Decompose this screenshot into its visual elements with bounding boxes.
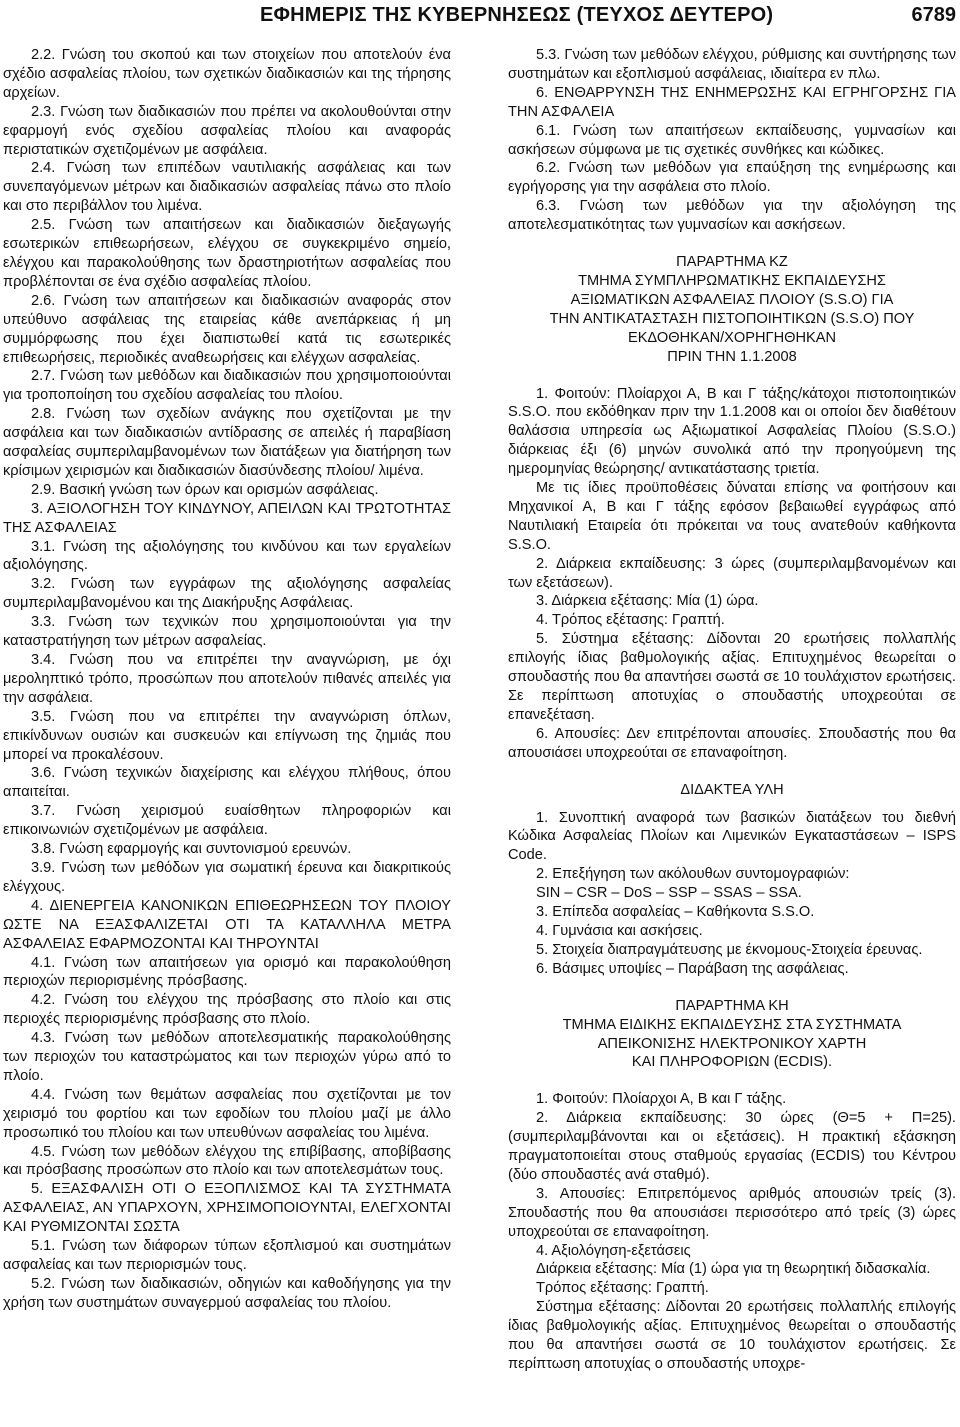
paragraph: 5.1. Γνώση των διάφορων τύπων εξοπλισμού και συστημάτων ασφαλείας και των περιορισμών τους. — [3, 1238, 451, 1273]
paragraph: 3.4. Γνώση που να επιτρέπει την αναγνώριση, με όχι μεροληπτικό τρόπο, προσώπων που αποτελούν πιθανές απειλές για την ασφάλεια. — [3, 652, 451, 706]
paragraph: 3.8. Γνώση εφαρμογής και συντονισμού ερευνών. — [31, 841, 352, 858]
paragraph: 2.8. Γνώση των σχεδίων ανάγκης που σχετίζονται με την ασφάλεια και των διαδικασιών αντίδρασης σε απειλές ή παραβίαση ασφαλείας συμπεριλαμβανομένων των διατάξεων για διατήρηση των κρίσιμων χειρισμών και διαδικασιών διασύνδεσης πλοίου/ λιμένα. — [3, 406, 451, 479]
section-heading: 4. ΔΙΕΝΕΡΓΕΙΑ ΚΑΝΟΝΙΚΩΝ ΕΠΙΘΕΩΡΗΣΕΩΝ ΤΟΥ ΠΛΟΙΟΥ ΩΣΤΕ ΝΑ ΕΞΑΣΦΑΛΙΖΕΤΑΙ ΟΤΙ ΤΑ ΚΑΤΑΛΛΗΛΑ ΜΕΤΡΑ ΑΣΦΑΛΕΙΑΣ ΕΦΑΡΜΟΖΟΝΤΑΙ ΚΑΙ ΤΗΡΟΥΝΤΑΙ — [3, 897, 451, 952]
paragraph: 3.9. Γνώση των μεθόδων για σωματική έρευνα και διακριτικούς ελέγχους. — [3, 859, 451, 895]
list-item: 2. Επεξήγηση των ακόλουθων συντομογραφιών: — [536, 866, 850, 883]
paragraph: 5.3. Γνώση των μεθόδων ελέγχου, ρύθμισης και συντήρησης των συστημάτων και εξοπλισμού ασφάλειας, ιδιαίτερα εν πλω. — [508, 47, 956, 82]
paragraph: 3.1. Γνώση της αξιολόγησης του κινδύνου και των εργαλείων αξιολόγησης. — [3, 538, 451, 574]
list-item: 6. Βάσιμες υποψίες – Παράβαση της ασφάλειας. — [536, 960, 849, 977]
didactic-title: ΔΙΔΑΚΤΕΑ ΥΛΗ — [680, 781, 784, 798]
paragraph: 3. Απουσίες: Επιτρεπόμενος αριθμός απουσιών τρείς (3). Σπουδαστής που θα απουσιάσει περισσότερο από τρείς (3) ώρες υποχρεούται σε επαναφοίτηση. — [508, 1185, 956, 1240]
paragraph: 6. Απουσίες: Δεν επιτρέπονται απουσίες. Σπουδαστής που θα απουσιάσει υποχρεούται σε επαναφοίτηση. — [508, 725, 956, 761]
list-item: SIN – CSR – DoS – SSP – SSAS – SSA. — [536, 885, 802, 902]
paragraph: 4.3. Γνώση των μεθόδων αποτελεσματικής παρακολούθησης των περιοχών του καταστρώματος και των περιοχών γύρω από το πλοίο. — [3, 1030, 451, 1084]
paragraph: 4. Αξιολόγηση-εξετάσεις — [536, 1242, 691, 1259]
paragraph: 1. Φοιτούν: Πλοίαρχοι Α, Β και Γ τάξης. — [536, 1091, 787, 1108]
annex-title-line: ΑΞΙΩΜΑΤΙΚΩΝ ΑΣΦΑΛΕΙΑΣ ΠΛΟΙΟΥ (S.S.O) ΓΙΑ — [570, 291, 894, 308]
gazette-title: ΕΦΗΜΕΡΙΣ ΤΗΣ ΚΥΒΕΡΝΗΣΕΩΣ (ΤΕΥΧΟΣ ΔΕΥΤΕΡΟ) — [260, 4, 774, 26]
right-column — [508, 46, 956, 1374]
list-item: 3. Επίπεδα ασφαλείας – Καθήκοντα S.S.O. — [536, 904, 815, 921]
paragraph: 5. Σύστημα εξέτασης: Δίδονται 20 ερωτήσεις πολλαπλής επιλογής ίδιας βαθμολογικής αξίας. Επιτυχημένος θεωρείται ο σπουδαστής που θα απαντήσει σωστά σε 10 τουλάχιστον ερωτήσεις. Σε περίπτωση αποτυχίας ο σπουδαστής υποχρεούται σε επανεξέταση. — [508, 631, 956, 723]
paragraph: Σύστημα εξέτασης: Δίδονται 20 ερωτήσεις πολλαπλής επιλογής ίδιας βαθμολογικής αξίας. Επιτυχημένος θεωρείται ο σπουδαστής που θα απαντήσει σωστά σε 10 τουλάχιστον ερωτήσεις. Σε περίπτωση αποτυχίας ο σπουδαστής υποχρε- — [508, 1299, 956, 1372]
annex-title-line: ΑΠΕΙΚΟΝΙΣΗΣ ΗΛΕΚΤΡΟΝΙΚΟΥ ΧΑΡΤΗ — [597, 1035, 867, 1052]
paragraph: 3. Διάρκεια εξέτασης: Μία (1) ώρα. — [536, 593, 759, 610]
list-item: 1. Συνοπτική αναφορά των βασικών διατάξεων του διεθνή Κώδικα Ασφαλείας Πλοίων και Λιμενικών Εγκαταστάσεων – ISPS Code. — [508, 809, 956, 864]
section-heading: 6. ΕΝΘΑΡΡΥΝΣΗ ΤΗΣ ΕΝΗΜΕΡΩΣΗΣ ΚΑΙ ΕΓΡΗΓΟΡΣΗΣ ΓΙΑ ΤΗΝ ΑΣΦΑΛΕΙΑ — [508, 84, 956, 120]
paragraph: Διάρκεια εξέτασης: Μία (1) ώρα για τη θεωρητική διδασκαλία. — [536, 1261, 931, 1278]
annex-title-line: ΚΑΙ ΠΛΗΡΟΦΟΡΙΩΝ (ECDIS). — [631, 1054, 833, 1071]
paragraph: 3.6. Γνώση τεχνικών διαχείρισης και ελέγχου πλήθους, όπου απαιτείται. — [3, 765, 451, 801]
annex-title-line: ΠΑΡΑΡΤΗΜΑ ΚΖ — [676, 254, 788, 271]
paragraph: 2. Διάρκεια εκπαίδευσης: 3 ώρες (συμπεριλαμβανομένων και των εξετάσεων). — [508, 555, 956, 591]
paragraph: 2.2. Γνώση του σκοπού και των στοιχείων που αποτελούν ένα σχέδιο ασφαλείας πλοίου, των σχετικών διαδικασιών και της τήρησης αρχείων. — [3, 47, 451, 101]
annex-kz-title — [508, 253, 956, 366]
paragraph: 4.1. Γνώση των απαιτήσεων για ορισμό και παρακολούθηση περιοχών περιορισμένης πρόσβασης. — [3, 954, 451, 990]
paragraph: 2. Διάρκεια εκπαίδευσης: 30 ώρες (Θ=5 + Π=25). (συμπεριλαμβάνονται και οι εξετάσεις). Η πρακτική εξάσκηση πραγματοποιείται στους σταθμούς εργασίας (ECDIS) του Κέντρου (δύο σπουδαστές ανά σταθμό). — [508, 1110, 956, 1183]
paragraph: 2.3. Γνώση των διαδικασιών που πρέπει να ακολουθούνται στην εφαρμογή ενός σχεδίου ασφαλείας πλοίου και αναφοράς περιστατικών σχετιζομένων με ασφάλεια. — [3, 103, 451, 158]
paragraph: 2.5. Γνώση των απαιτήσεων και διαδικασιών διεξαγωγής εσωτερικών επιθεωρήσεων, ελέγχου σε συγκεκριμένο σημείο, ελέγχου και παρακολούθησης των δραστηριοτήτων ασφαλείας που προβλέπονται σε ένα σχέδιο ασφαλείας πλοίου. — [3, 217, 451, 290]
paragraph: 4.2. Γνώση του ελέγχου της πρόσβασης στο πλοίο και στις περιοχές περιορισμένης πρόσβασης στο πλοίο. — [3, 992, 451, 1028]
paragraph: 4.4. Γνώση των θεμάτων ασφαλείας που σχετίζονται με τον χειρισμό του φορτίου και των εφοδίων του πλοίου μαζί με άλλο προσωπικό του πλοίου και των υπευθύνων ασφαλείας του λιμένα. — [3, 1086, 451, 1141]
paragraph: 2.6. Γνώση των απαιτήσεων και διαδικασιών αναφοράς στον υπεύθυνο ασφάλειας της εταιρείας κάθε ανεπάρκειας ή μη συμμόρφωσης που έχει διαπιστωθεί κατά τις εσωτερικές επιθεωρήσεις, περιοδικές αναθεωρήσεις και ελέγχων ασφαλείας. — [3, 292, 451, 366]
annex-title-line: ΕΚΔΟΘΗΚΑΝ/ΧΟΡΗΓΗΘΗΚΑΝ — [627, 329, 837, 346]
paragraph: 3.7. Γνώση χειρισμού ευαίσθητων πληροφοριών και επικοινωνιών σχετιζομένων με ασφάλεια. — [3, 803, 451, 839]
paragraph: 2.9. Βασική γνώση των όρων και ορισμών ασφάλειας. — [31, 481, 379, 498]
section-heading: 3. ΑΞΙΟΛΟΓΗΣΗ ΤΟΥ ΚΙΝΔΥΝΟΥ, ΑΠΕΙΛΩΝ ΚΑΙ ΤΡΩΤΟΤΗΤΑΣ ΤΗΣ ΑΣΦΑΛΕΙΑΣ — [3, 500, 451, 536]
paragraph: Με τις ίδιες προϋποθέσεις δύναται επίσης να φοιτήσουν και Μηχανικοί Α, Β και Γ τάξης εφόσον βεβαιωθεί εγγράφως από Ναυτιλιακή Εταιρεία ότι πρόκειται να τους ανατεθούν καθήκοντα S.S.O. — [508, 480, 956, 553]
list-item: 4. Γυμνάσια και ασκήσεις. — [536, 922, 703, 939]
list-item: 5. Στοιχεία διαπραγμάτευσης με έκνομους-Στοιχεία έρευνας. — [536, 941, 923, 958]
left-column — [3, 46, 451, 1313]
annex-kh-title — [508, 997, 956, 1073]
paragraph: 2.7. Γνώση των μεθόδων και διαδικασιών που χρησιμοποιούνται για τροποποίηση του σχεδίου ασφαλείας του πλοίου. — [3, 368, 451, 404]
paragraph: 3.2. Γνώση των εγγράφων της αξιολόγησης ασφαλείας συμπεριλαμβανομένου και της Διακήρυξης Ασφάλειας. — [3, 576, 451, 612]
paragraph: 2.4. Γνώση των επιπέδων ναυτιλιακής ασφάλειας και των συνεπαγόμενων μέτρων και διαδικασιών ασφαλείας πάνω στο πλοίο και στο περιβάλλον του λιμένα. — [3, 160, 451, 215]
annex-title-line: ΠΑΡΑΡΤΗΜΑ ΚΗ — [675, 997, 789, 1014]
annex-title-line: ΠΡΙΝ ΤΗΝ 1.1.2008 — [667, 348, 797, 365]
paragraph: 5.2. Γνώση των διαδικασιών, οδηγιών και καθοδήγησης για την χρήση των συστημάτων συναγερμού ασφαλείας του πλοίου. — [3, 1275, 451, 1311]
paragraph: 6.1. Γνώση των απαιτήσεων εκπαίδευσης, γυμνασίων και ασκήσεων σύμφωνα με τις σχετικές συνθήκες και κώδικες. — [508, 122, 956, 158]
paragraph: 6.2. Γνώση των μεθόδων για επαύξηση της ενημέρωσης και εγρήγορσης για την ασφάλεια στο πλοίο. — [508, 160, 956, 196]
annex-title-line: ΤΜΗΜΑ ΕΙΔΙΚΗΣ ΕΚΠΑΙΔΕΥΣΗΣ ΣΤΑ ΣΥΣΤΗΜΑΤΑ — [562, 1016, 902, 1033]
paragraph: 4. Τρόπος εξέτασης: Γραπτή. — [536, 612, 725, 629]
paragraph: 4.5. Γνώση των μεθόδων ελέγχου της επιβίβασης, αποβίβασης και πρόσβασης προσώπων στο πλοίο και των αποτελεσμάτων τους. — [3, 1143, 451, 1179]
page-number: 6789 — [911, 4, 956, 26]
paragraph: 3.3. Γνώση των τεχνικών που χρησιμοποιούνται για την καταστρατήγηση των μέτρων ασφαλείας. — [3, 614, 451, 650]
paragraph: 6.3. Γνώση των μεθόδων για την αξιολόγηση της αποτελεσματικότητας των γυμνασίων και ασκήσεων. — [508, 198, 956, 234]
annex-title-line: ΤΗΝ ΑΝΤΙΚΑΤΑΣΤΑΣΗ ΠΙΣΤΟΠΟΙΗΤΙΚΩΝ (S.S.O) ΠΟΥ — [549, 310, 915, 327]
paragraph: 1. Φοιτούν: Πλοίαρχοι Α, Β και Γ τάξης/κάτοχοι πιστοποιητικών S.S.O. που εκδόθηκαν πριν την 1.1.2008 και οι οποίοι δεν διαθέτουν θαλάσσια υπηρεσία ως Αξιωματικοί Ασφαλείας Πλοίου (S.S.O.) διάρκειας έξι (6) μηνών συνολικά από την προηγούμενη της ημερομηνίας θεώρησης/ αντικατάστασης τριετία. — [508, 385, 956, 478]
section-heading: 5. ΕΞΑΣΦΑΛΙΣΗ ΟΤΙ Ο ΕΞΟΠΛΙΣΜΟΣ ΚΑΙ ΤΑ ΣΥΣΤΗΜΑΤΑ ΑΣΦΑΛΕΙΑΣ, ΑΝ ΥΠΑΡΧΟΥΝ, ΧΡΗΣΙΜΟΠΟΙΟΥΝΤΑΙ, ΕΛΕΓΧΟΝΤΑΙ ΚΑΙ ΡΥΘΜΙΖΟΝΤΑΙ ΣΩΣΤΑ — [3, 1181, 451, 1236]
paragraph: Τρόπος εξέτασης: Γραπτή. — [536, 1280, 709, 1297]
page-header — [0, 0, 960, 48]
paragraph: 3.5. Γνώση που να επιτρέπει την αναγνώριση όπλων, επικίνδυνων ουσιών και συσκευών και επίγνωση της ζημιάς που μπορεί να προκαλέσουν. — [3, 708, 451, 763]
annex-title-line: ΤΜΗΜΑ ΣΥΜΠΛΗΡΩΜΑΤΙΚΗΣ ΕΚΠΑΙΔΕΥΣΗΣ — [578, 272, 886, 289]
